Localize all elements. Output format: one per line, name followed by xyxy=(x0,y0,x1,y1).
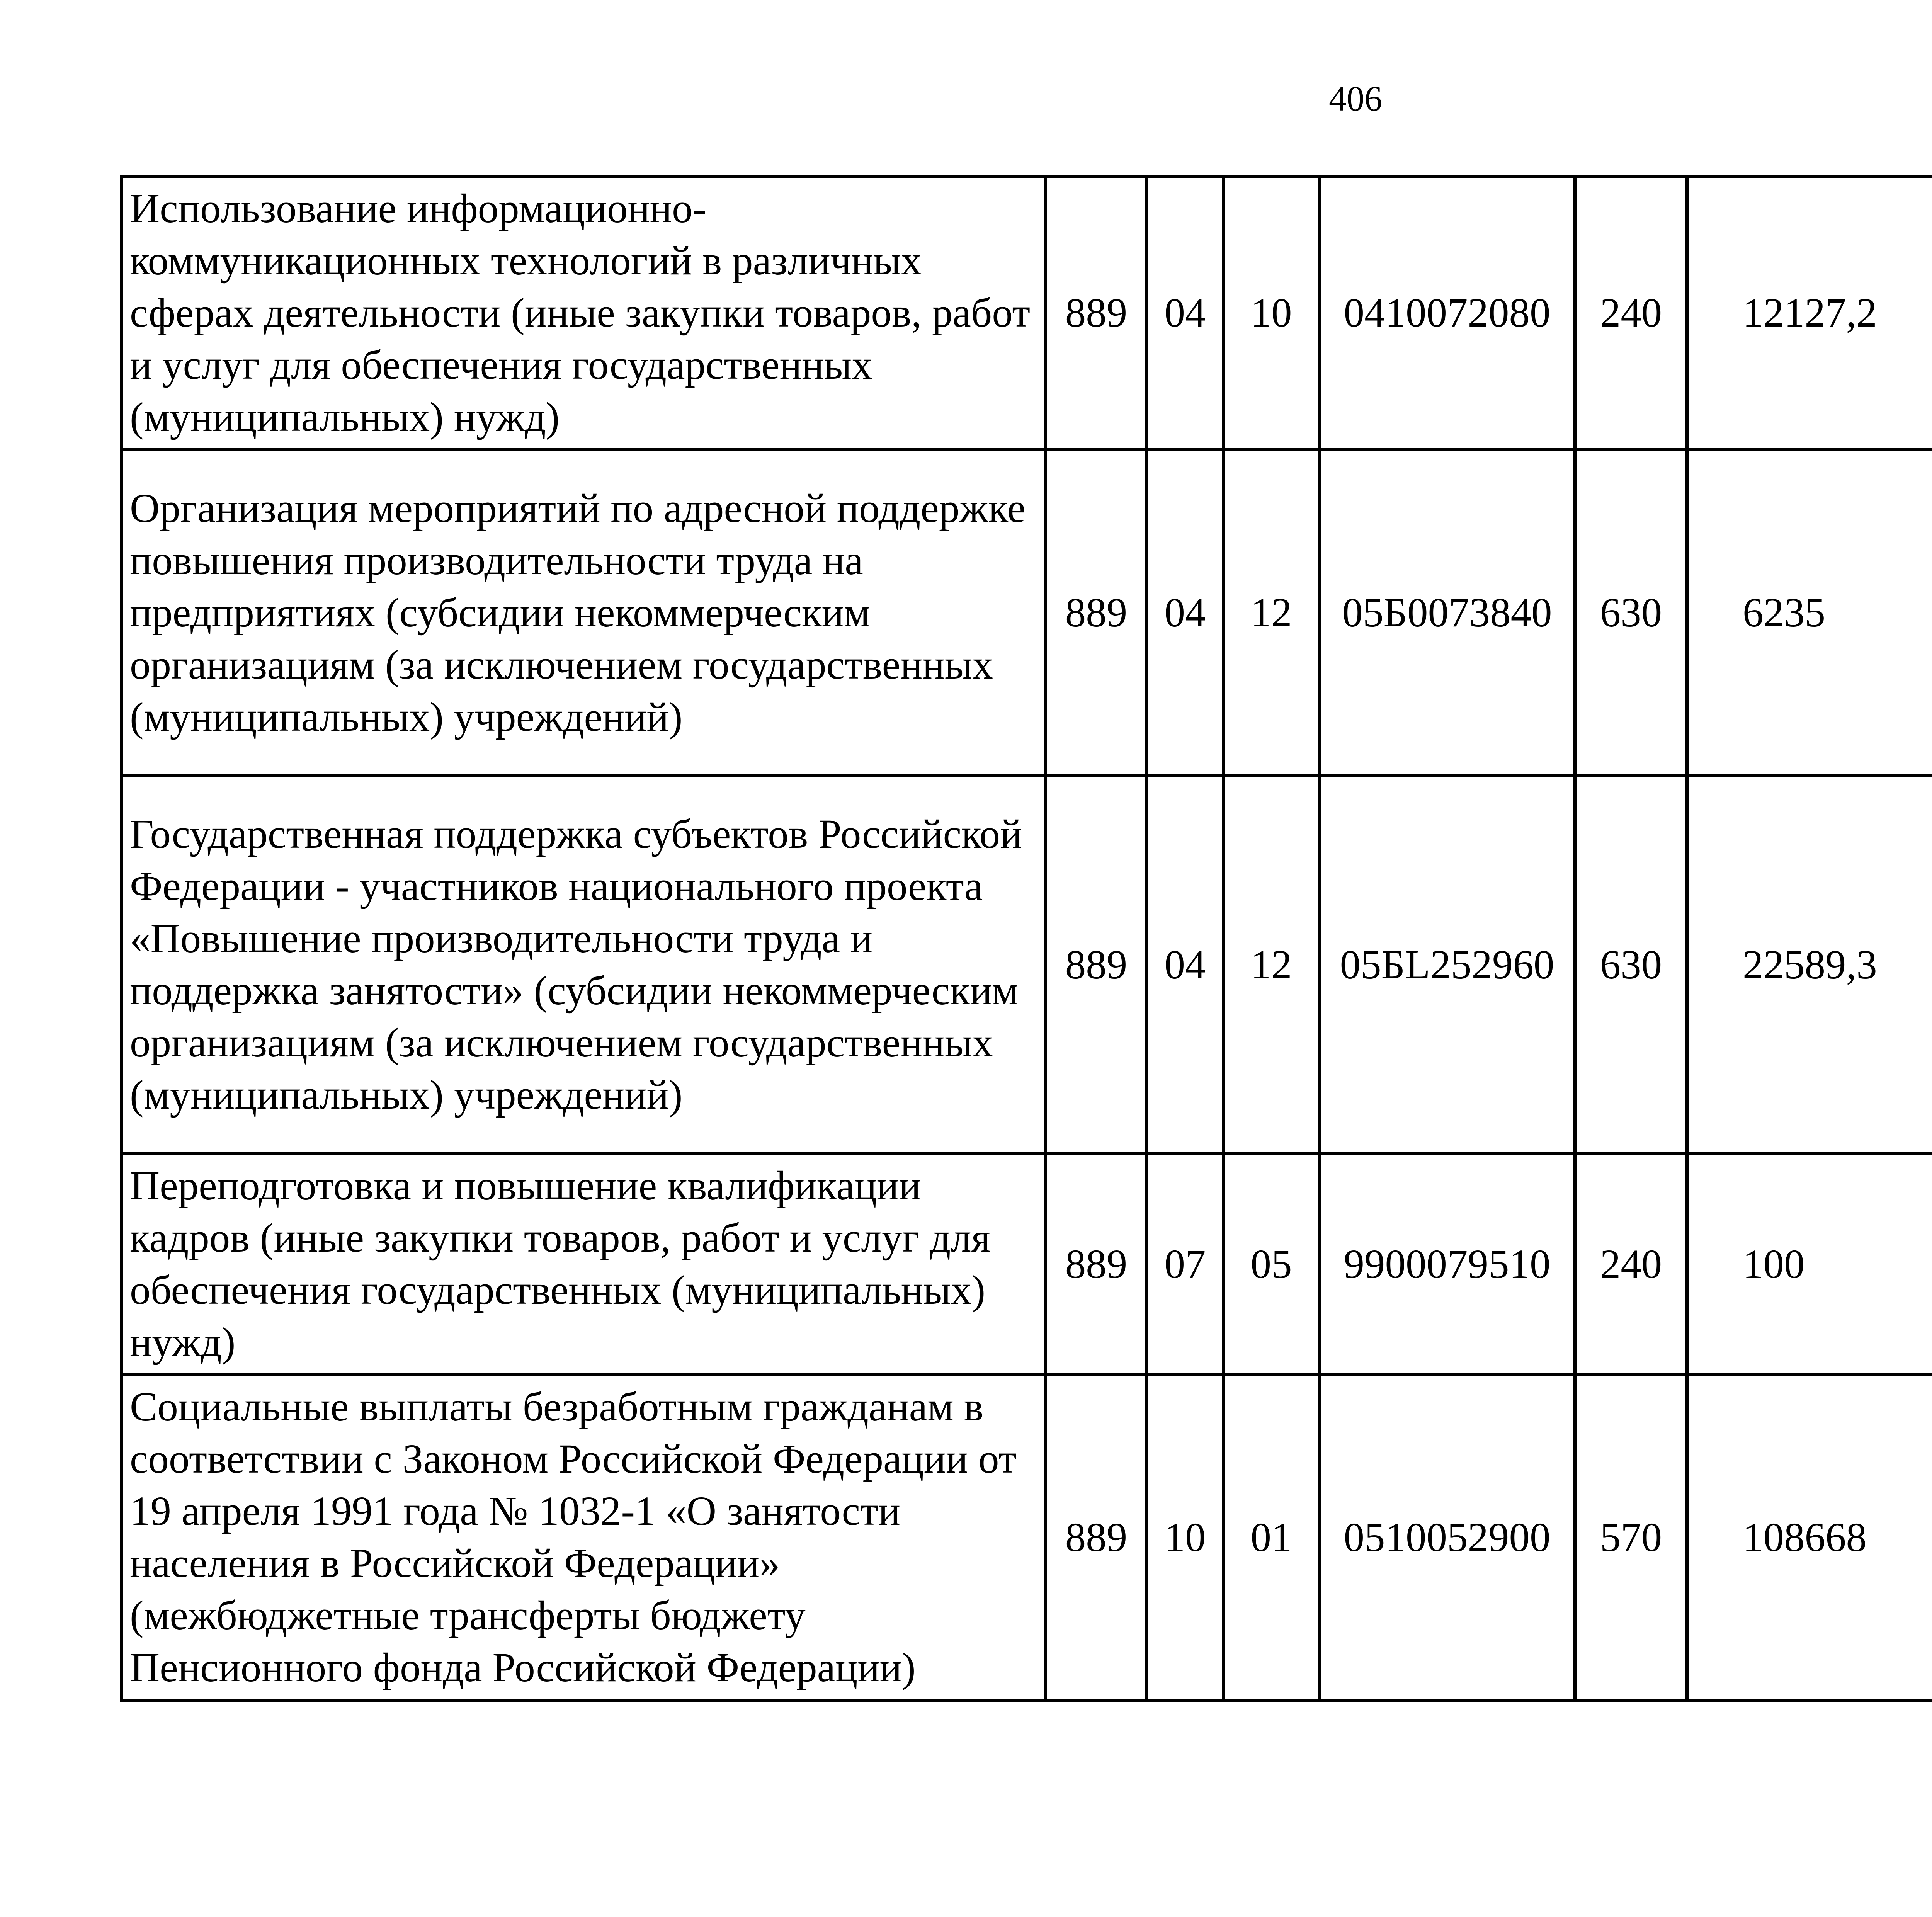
subsection-code: 05 xyxy=(1223,1154,1319,1375)
admin-code: 889 xyxy=(1046,176,1147,450)
table-row xyxy=(121,176,1932,450)
subsection-code: 10 xyxy=(1223,176,1319,450)
amount-year-1: 108668 xyxy=(1687,1375,1932,1700)
row-description: Государственная поддержка субъектов Российской Федерации - участников национального проекта «Повышение производительности труда и поддержка занятости» (субсидии некоммерческим организациям (за исключением государственных (муниципальных) учреждений) xyxy=(121,776,1046,1154)
admin-code: 889 xyxy=(1046,1154,1147,1375)
expense-type-code: 240 xyxy=(1575,1154,1687,1375)
admin-code: 889 xyxy=(1046,776,1147,1154)
target-article-code: 0510052900 xyxy=(1319,1375,1575,1700)
amount-year-1: 100 xyxy=(1687,1154,1932,1375)
section-code: 04 xyxy=(1147,176,1223,450)
row-description: Переподготовка и повышение квалификации кадров (иные закупки товаров, работ и услуг для обеспечения государственных (муниципальных) нужд) xyxy=(121,1154,1046,1375)
row-description: Социальные выплаты безработным гражданам в соответствии с Законом Российской Федерации от 19 апреля 1991 года № 1032-1 «О занятости населения в Российской Федерации» (межбюджетные трансферты бюджету Пенсионного фонда Российской Федерации) xyxy=(121,1375,1046,1700)
subsection-code: 12 xyxy=(1223,450,1319,776)
section-code: 10 xyxy=(1147,1375,1223,1700)
admin-code: 889 xyxy=(1046,450,1147,776)
table-row xyxy=(121,776,1932,1154)
table-row xyxy=(121,1154,1932,1375)
expense-type-code: 630 xyxy=(1575,450,1687,776)
section-code: 07 xyxy=(1147,1154,1223,1375)
subsection-code: 12 xyxy=(1223,776,1319,1154)
section-code: 04 xyxy=(1147,450,1223,776)
expense-type-code: 570 xyxy=(1575,1375,1687,1700)
amount-year-1: 22589,3 xyxy=(1687,776,1932,1154)
amount-year-1: 6235 xyxy=(1687,450,1932,776)
expense-type-code: 630 xyxy=(1575,776,1687,1154)
subsection-code: 01 xyxy=(1223,1375,1319,1700)
page-number: 406 xyxy=(1329,79,1382,118)
section-code: 04 xyxy=(1147,776,1223,1154)
target-article-code: 0410072080 xyxy=(1319,176,1575,450)
amount-year-1: 12127,2 xyxy=(1687,176,1932,450)
target-article-code: 05БL252960 xyxy=(1319,776,1575,1154)
budget-table xyxy=(120,175,1932,1702)
expense-type-code: 240 xyxy=(1575,176,1687,450)
admin-code: 889 xyxy=(1046,1375,1147,1700)
row-description: Организация мероприятий по адресной поддержке повышения производительности труда на предприятиях (субсидии некоммерческим организациям (за исключением государственных (муниципальных) учреждений) xyxy=(121,450,1046,776)
target-article-code: 9900079510 xyxy=(1319,1154,1575,1375)
row-description: Использование информационно-коммуникационных технологий в различных сферах деятельности (иные закупки товаров, работ и услуг для обеспечения государственных (муниципальных) нужд) xyxy=(121,176,1046,450)
target-article-code: 05Б0073840 xyxy=(1319,450,1575,776)
table-row xyxy=(121,450,1932,776)
table-row xyxy=(121,1375,1932,1700)
